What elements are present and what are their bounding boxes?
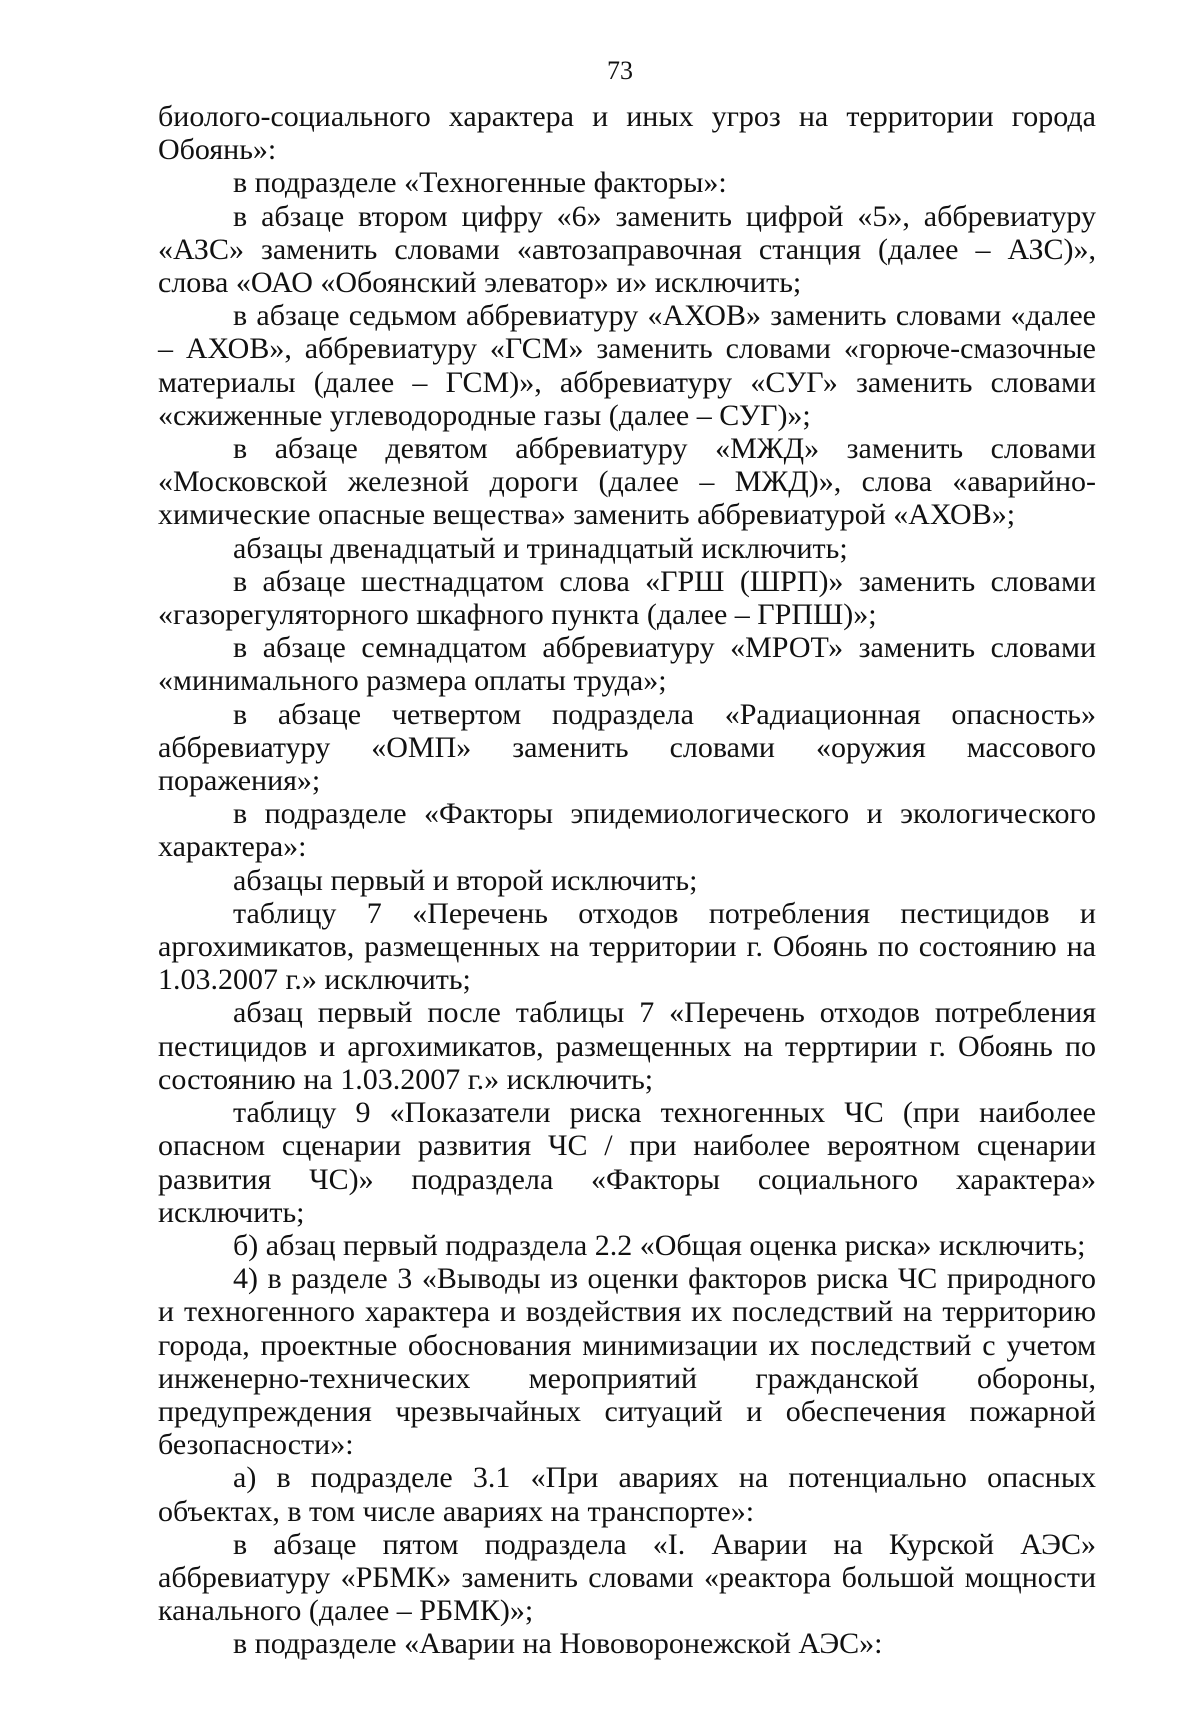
paragraph-19: в подразделе «Аварии на Нововоронежской АЭС»: [233, 1627, 883, 1661]
paragraph-15: б) абзац первый подраздела 2.2 «Общая оценка риска» исключить; [233, 1228, 1086, 1262]
paragraph-14: таблицу 9 «Показатели риска техногенных ЧС (при наиболее опасном сценарии развития ЧС / при наиболее вероятном сценарии развития ЧС)» подраздела «Факторы социального характера» исключить; [158, 1096, 1096, 1229]
paragraph-4: в абзаце седьмом аббревиатуру «АХОВ» заменить словами «далее – АХОВ», аббревиатуру «ГСМ» заменить словами «горюче-смазочные материалы (далее – ГСМ)», аббревиатуру «СУГ» заменить словами «сжиженные углеводородные газы (далее – СУГ)»; [158, 299, 1096, 432]
paragraph-17: а) в подразделе 3.1 «При авариях на потенциально опасных объектах, в том числе авариях на транспорте»: [158, 1461, 1096, 1528]
paragraph-13: абзац первый после таблицы 7 «Перечень отходов потребления пестицидов и аргохимикатов, размещенных на терртирии г. Обоянь по состоянию на 1.03.2007 г.» исключить; [158, 996, 1096, 1096]
paragraph-8: в абзаце семнадцатом аббревиатуру «МРОТ» заменить словами «минимального размера оплаты труда»; [158, 631, 1096, 698]
paragraph-10: в подразделе «Факторы эпидемиологического и экологического характера»: [158, 797, 1096, 864]
paragraph-16: 4) в разделе 3 «Выводы из оценки факторов риска ЧС природного и техногенного характера и воздействия их последствий на территорию города, проектные обоснования минимизации их последствий с учетом инженерно-технических мероприятий гражданской обороны, предупреждения чрезвычайных ситуаций и обеспечения пожарной безопасности»: [158, 1262, 1096, 1462]
paragraph-1: биолого-социального характера и иных угроз на территории города Обоянь»: [158, 100, 1096, 167]
page-number: 73 [607, 56, 633, 85]
paragraph-6: абзацы двенадцатый и тринадцатый исключить; [233, 531, 848, 565]
paragraph-18: в абзаце пятом подраздела «I. Аварии на Курской АЭС» аббревиатуру «РБМК» заменить словами «реактора большой мощности канального (далее – РБМК)»; [158, 1527, 1096, 1628]
paragraph-7: в абзаце шестнадцатом слова «ГРШ (ШРП)» заменить словами «газорегуляторного шкафного пункта (далее – ГРПШ)»; [158, 564, 1096, 632]
document-body [158, 100, 1096, 1661]
paragraph-2: в подразделе «Техногенные факторы»: [233, 166, 727, 200]
paragraph-12: таблицу 7 «Перечень отходов потребления пестицидов и аргохимикатов, размещенных на территории г. Обоянь по состоянию на 1.03.2007 г.» исключить; [158, 896, 1096, 997]
paragraph-11: абзацы первый и второй исключить; [233, 863, 698, 897]
paragraph-3: в абзаце втором цифру «6» заменить цифрой «5», аббревиатуру «АЗС» заменить словами «автозаправочная станция (далее – АЗС)», слова «ОАО «Обоянский элеватор» и» исключить; [158, 199, 1096, 300]
paragraph-9: в абзаце четвертом подраздела «Радиационная опасность» аббревиатуру «ОМП» заменить словами «оружия массового поражения»; [158, 697, 1096, 798]
paragraph-5: в абзаце девятом аббревиатуру «МЖД» заменить словами «Московской железной дороги (далее – МЖД)», слова «аварийно-химические опасные вещества» заменить аббревиатурой «АХОВ»; [158, 432, 1096, 532]
